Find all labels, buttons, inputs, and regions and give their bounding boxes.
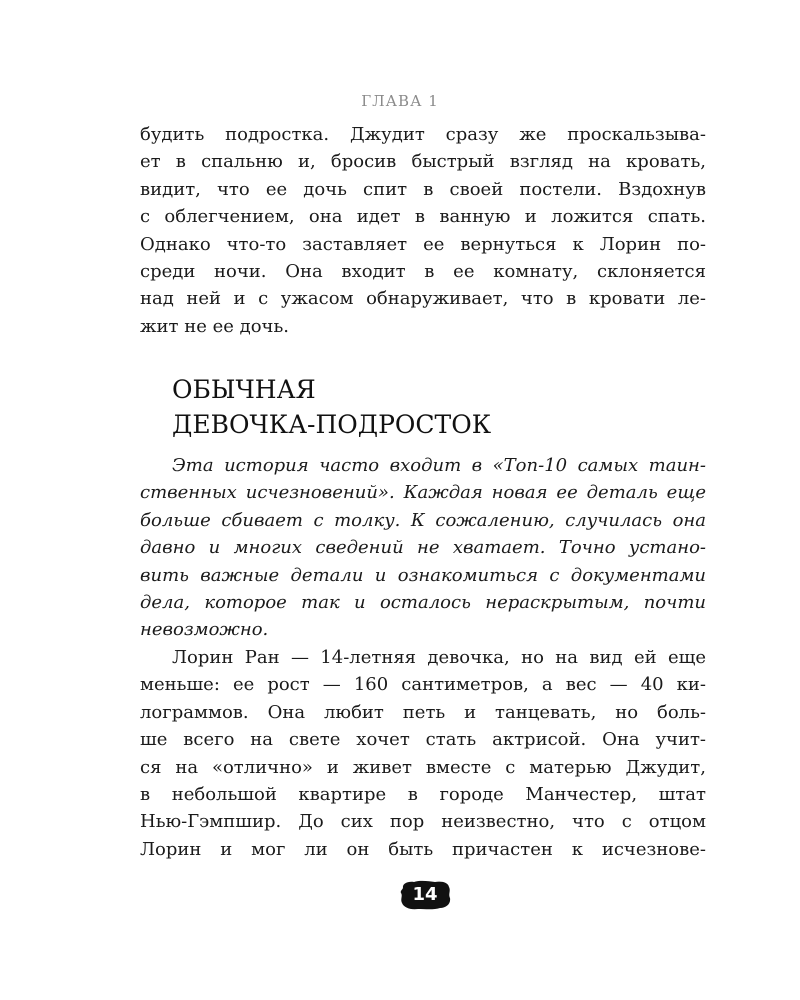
intro-line: Эта история часто входит в «Топ-10 самых таин- (172, 455, 706, 476)
paragraph-1-line: над ней и с ужасом обнаруживает, что в кровати ле- (140, 288, 706, 310)
paragraph-2-line: Лорин и мог ли он быть причастен к исчезнове- (140, 838, 706, 860)
section-heading-line-2: ДЕВОЧКА-ПОДРОСТОК (172, 410, 492, 439)
page-number: 14 (412, 884, 438, 905)
paragraph-2-line: Нью-Гэмпшир. До сих пор неизвестно, что с отцом (140, 811, 706, 833)
paragraph-1-line: с облегчением, она идет в ванную и ложится спать. (140, 206, 706, 228)
page-number-badge (399, 880, 451, 910)
intro-italic-paragraph (140, 452, 706, 644)
paragraph-2-line: Лорин Ран — 14-летняя девочка, но на вид ей еще (172, 647, 706, 668)
paragraph-1-line: ет в спальню и, бросив быстрый взгляд на кровать, (140, 151, 706, 173)
intro-line: вить важные детали и ознакомиться с документами (140, 564, 706, 586)
section-heading (172, 372, 491, 442)
paragraph-2-line: меньше: ее рост — 160 сантиметров, а вес — 40 ки- (140, 674, 706, 696)
paragraph-2-line: ше всего на свете хочет стать актрисой. Она учит- (140, 729, 706, 751)
paragraph-1 (140, 121, 706, 340)
paragraph-2 (140, 644, 706, 863)
paragraph-2-line: ся на «отлично» и живет вместе с матерью Джудит, (140, 756, 706, 778)
paragraph-2-line: лограммов. Она любит петь и танцевать, но боль- (140, 701, 706, 723)
paragraph-1-line: среди ночи. Она входит в ее комнату, склоняется (140, 260, 706, 282)
section-heading-line-1: ОБЫЧНАЯ (172, 375, 316, 404)
paragraph-1-line: Однако что-то заставляет ее вернуться к Лорин по- (140, 233, 706, 255)
running-head: ГЛАВА 1 (361, 92, 439, 110)
paragraph-1-line: видит, что ее дочь спит в своей постели. Вздохнув (140, 178, 706, 200)
intro-line: дела, которое так и осталось нераскрытым, почти (140, 591, 706, 613)
intro-line: невозможно. (140, 619, 269, 641)
paragraph-1-line: жит не ее дочь. (140, 315, 289, 337)
intro-line: ственных исчезновений». Каждая новая ее деталь еще (140, 482, 706, 504)
paragraph-1-line: будить подростка. Джудит сразу же проскальзыва- (140, 124, 706, 145)
paragraph-2-line: в небольшой квартире в городе Манчестер, штат (140, 783, 706, 805)
intro-line: больше сбивает с толку. К сожалению, случилась она (140, 509, 706, 531)
intro-line: давно и многих сведений не хватает. Точно устано- (140, 537, 706, 559)
